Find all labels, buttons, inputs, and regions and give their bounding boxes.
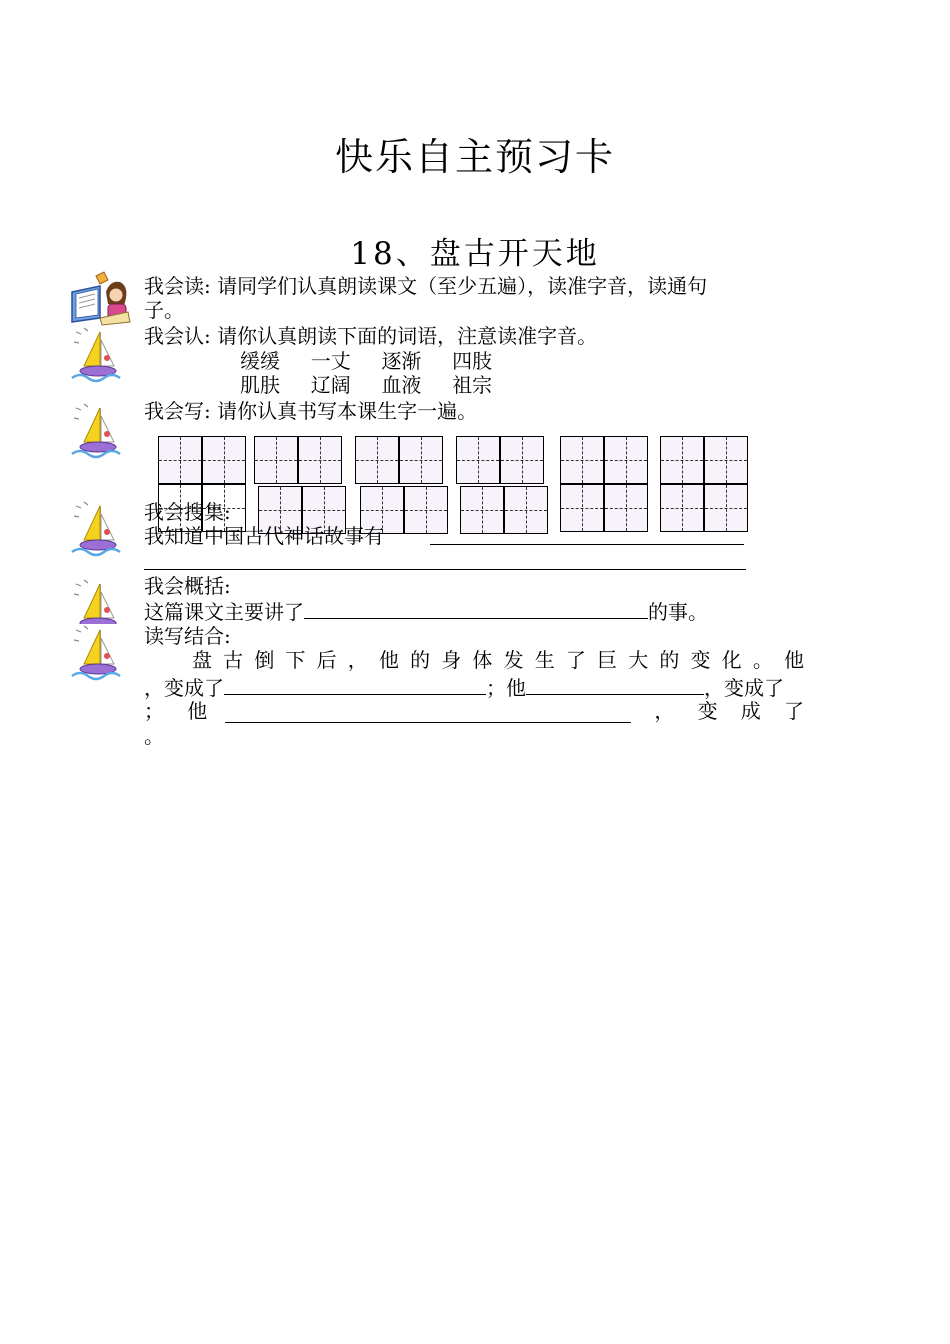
- word: 一丈: [310, 349, 351, 373]
- word: 祖宗: [452, 373, 493, 397]
- writing-cell[interactable]: [399, 436, 443, 484]
- sailboat-icon: [70, 578, 128, 624]
- char: 大: [628, 648, 649, 672]
- writing-cell[interactable]: [504, 486, 548, 534]
- word: 肌肤: [240, 373, 280, 397]
- char: 变: [690, 648, 711, 672]
- writing-cell[interactable]: [158, 436, 202, 484]
- text: 他: [187, 699, 208, 723]
- writing-cell[interactable]: [660, 436, 704, 484]
- char: 古: [223, 648, 244, 672]
- write-label: 我会写:: [144, 399, 211, 423]
- summary-line: [144, 598, 708, 624]
- writing-cell[interactable]: [604, 436, 648, 484]
- word: 辽阔: [310, 373, 351, 397]
- text: ；他: [486, 676, 526, 700]
- collect-prompt: 我知道中国古代神话故事有: [144, 524, 384, 548]
- word: 血液: [381, 373, 422, 397]
- writing-cell[interactable]: [404, 486, 448, 534]
- combine-line-4: 。: [144, 724, 164, 748]
- read-label: 我会读:: [144, 274, 211, 298]
- char: 后: [316, 648, 337, 672]
- writing-cell[interactable]: [604, 484, 648, 532]
- read-instructions: 请同学们认真朗读课文（至少五遍），读准字音，读通句: [217, 274, 708, 298]
- char: 的: [659, 648, 680, 672]
- combine-line-1: [192, 648, 804, 672]
- recognize-line: [144, 324, 597, 348]
- answer-blank[interactable]: [224, 674, 486, 695]
- collect-answer-line[interactable]: [430, 544, 744, 545]
- char: ，: [347, 648, 368, 672]
- read-line-1: [144, 274, 707, 298]
- writing-cell[interactable]: [500, 436, 544, 484]
- write-instructions: 请你认真书写本课生字一遍。: [217, 399, 478, 423]
- writing-cell[interactable]: [460, 486, 504, 534]
- writing-cell[interactable]: [660, 484, 704, 532]
- text: ，变成了: [144, 676, 224, 700]
- sailboat-icon: [70, 402, 128, 460]
- char: 他: [378, 648, 399, 672]
- writing-cell[interactable]: [355, 436, 399, 484]
- combine-line-2: [144, 674, 784, 700]
- text: 变: [697, 699, 718, 723]
- writing-cell[interactable]: [202, 436, 246, 484]
- answer-blank[interactable]: [526, 674, 704, 695]
- sailboat-icon: [70, 326, 128, 384]
- writing-cell[interactable]: [298, 436, 342, 484]
- writing-cell[interactable]: [704, 484, 748, 532]
- writing-cell[interactable]: [456, 436, 500, 484]
- writing-cell[interactable]: [560, 484, 604, 532]
- word: 缓缓: [240, 349, 280, 373]
- char: 。: [752, 648, 773, 672]
- summary-answer-blank[interactable]: [304, 598, 648, 619]
- text: 了: [783, 699, 804, 723]
- writing-cell[interactable]: [704, 436, 748, 484]
- page-title: 快乐自主预习卡: [334, 135, 615, 179]
- recognize-label: 我会认:: [144, 324, 211, 348]
- char: 下: [285, 648, 306, 672]
- text: ，: [654, 699, 675, 723]
- char: 的: [410, 648, 431, 672]
- word: 逐渐: [381, 349, 422, 373]
- char: 了: [565, 648, 586, 672]
- word-row-2: [240, 373, 492, 397]
- text: ，变成了: [704, 676, 784, 700]
- char: 他: [783, 648, 804, 672]
- summary-suffix: 的事。: [648, 600, 708, 624]
- word: 四肢: [452, 349, 493, 373]
- book-reading-girl-icon: [70, 270, 132, 326]
- char: 生: [534, 648, 555, 672]
- recognize-instructions: 请你认真朗读下面的词语，注意读准字音。: [217, 324, 598, 348]
- lesson-title: 18、盘古开天地: [350, 236, 600, 272]
- collect-label: 我会搜集:: [144, 500, 231, 524]
- char: 盘: [192, 648, 212, 672]
- char: 发: [503, 648, 524, 672]
- text: ；: [144, 699, 164, 723]
- char: 化: [721, 648, 742, 672]
- char: 巨: [597, 648, 618, 672]
- combine-label: 读写结合:: [144, 624, 231, 648]
- read-line-2: 子。: [144, 298, 184, 322]
- word-row-1: [240, 349, 492, 373]
- sailboat-icon: [70, 624, 128, 682]
- char: 体: [472, 648, 493, 672]
- char: 身: [441, 648, 462, 672]
- sailboat-icon: [70, 500, 128, 558]
- summary-prefix: 这篇课文主要讲了: [144, 600, 304, 624]
- combine-line-3: [144, 699, 804, 723]
- collect-answer-line-2[interactable]: [144, 569, 746, 570]
- writing-cell[interactable]: [560, 436, 604, 484]
- answer-blank[interactable]: [225, 702, 631, 723]
- char: 倒: [254, 648, 275, 672]
- writing-cell[interactable]: [254, 436, 298, 484]
- summary-label: 我会概括:: [144, 574, 231, 598]
- text: 成: [740, 699, 761, 723]
- write-line: [144, 399, 477, 423]
